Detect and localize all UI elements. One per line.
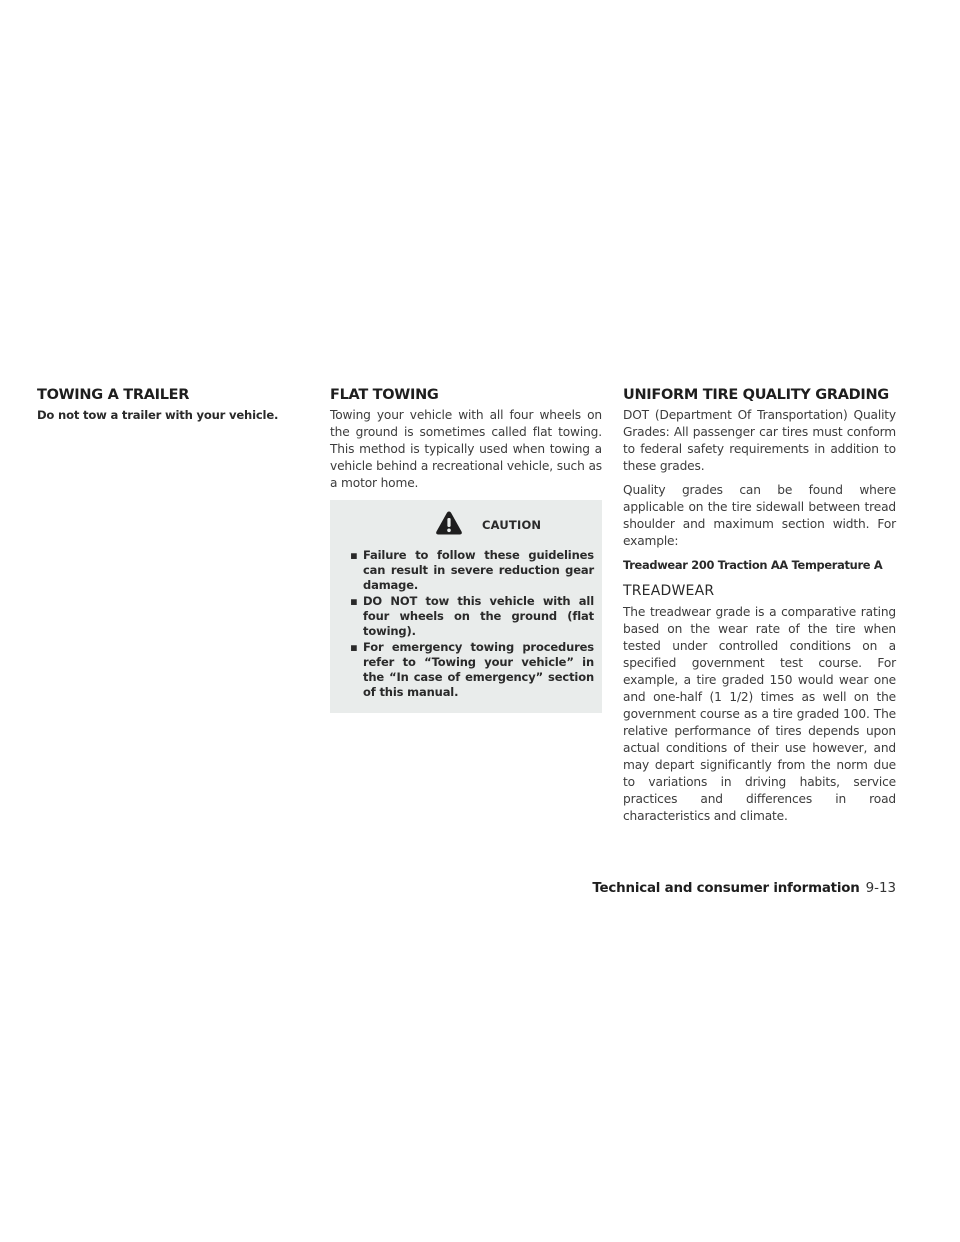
caution-item: [348, 640, 594, 700]
page-footer: [560, 877, 896, 896]
towing-trailer-title: TOWING A TRAILER: [37, 387, 190, 403]
warning-icon: [435, 510, 463, 536]
bullet-icon: ▪: [350, 594, 358, 608]
grading-example: Treadwear 200 Traction AA Temperature A: [623, 558, 883, 572]
uniform-tire-paragraph-1: DOT (Department Of Transportation) Quality Grades: All passenger car tires must conform to federal safety requirements in addition to these grades.: [623, 408, 896, 473]
treadwear-paragraph: The treadwear grade is a comparative rating based on the wear rate of the tire when tested under controlled conditions on a specified government test course. For example, a tire graded 150 would wear one and one-half (1 1/2) times as well on the government course as a tire graded 100. The relative performance of tires depends upon actual conditions of their use however, and may depart significantly from the norm due to variations in driving habits, service practices and differences in road characteristics and climate.: [623, 605, 896, 823]
flat-towing-title: FLAT TOWING: [330, 387, 439, 403]
caution-label: CAUTION: [482, 518, 542, 532]
flat-towing-paragraph: Towing your vehicle with all four wheels on the ground is sometimes called flat towing. This method is typically used when towing a vehicle behind a recreational vehicle, such as a motor home.: [330, 408, 602, 490]
uniform-tire-section: [623, 386, 896, 832]
footer-section-title: Technical and consumer information: [592, 881, 860, 896]
flat-towing-section: [330, 386, 602, 713]
caution-header: [348, 510, 594, 538]
uniform-tire-paragraph-2: Quality grades can be found where applicable on the tire sidewall between tread shoulder and maximum section width. For example:: [623, 483, 896, 548]
caution-box: [330, 500, 602, 713]
bullet-icon: ▪: [350, 548, 358, 562]
page-number: 9-13: [865, 881, 896, 896]
treadwear-subhead: TREADWEAR: [623, 583, 715, 599]
caution-item: [348, 594, 594, 639]
towing-trailer-section: [37, 386, 299, 423]
bullet-icon: ▪: [350, 640, 358, 654]
caution-list: [348, 548, 594, 700]
towing-trailer-note: Do not tow a trailer with your vehicle.: [37, 408, 279, 422]
caution-item-text: For emergency towing procedures refer to “Towing your vehicle” in the “In case of emergency” section of this manual.: [363, 640, 594, 699]
caution-item: [348, 548, 594, 593]
caution-item-text: DO NOT tow this vehicle with all four wheels on the ground (flat towing).: [363, 594, 594, 638]
caution-item-text: Failure to follow these guidelines can result in severe reduction gear damage.: [363, 548, 594, 592]
uniform-tire-title: UNIFORM TIRE QUALITY GRADING: [623, 387, 889, 403]
